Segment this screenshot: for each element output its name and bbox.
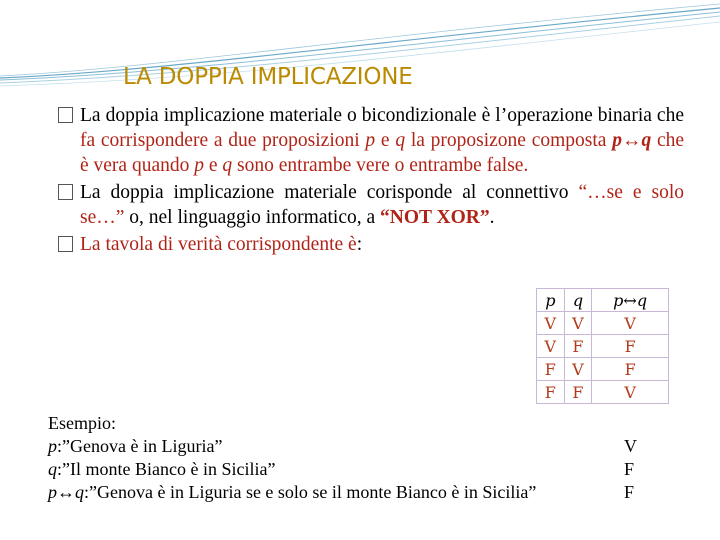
table-cell: F [537, 381, 565, 404]
table-cell: V [592, 312, 669, 335]
header-p: p [537, 289, 565, 312]
bullet-icon [58, 236, 73, 252]
truth-table-header [537, 289, 669, 312]
bullet-icon [58, 184, 73, 200]
table-cell: F [592, 358, 669, 381]
example-line-p: p:”Genova è in Liguria” V [48, 436, 637, 456]
bullet-icon [58, 107, 73, 123]
table-row [537, 335, 669, 358]
table-cell: F [592, 335, 669, 358]
header-p-iff-q: p↔q [592, 289, 669, 312]
table-row [537, 312, 669, 335]
header-q: q [564, 289, 592, 312]
table-cell: V [537, 335, 565, 358]
paragraph-connective: La doppia implicazione materiale corisponde al connettivo “…se e solo se…” o, nel linguaggio informatico, a “NOT XOR”. [58, 180, 684, 230]
example-value: V [624, 436, 637, 456]
example-heading: Esempio: [48, 413, 116, 433]
table-cell: F [537, 358, 565, 381]
example-line-p-iff-q: p↔q:”Genova è in Liguria se e solo se il monte Bianco è in Sicilia” F [48, 482, 635, 502]
table-cell: F [564, 381, 592, 404]
table-cell: F [564, 335, 592, 358]
table-cell: V [564, 312, 592, 335]
example-value: F [624, 482, 635, 502]
example-line-q: q:”Il monte Bianco è in Sicilia” F [48, 459, 635, 479]
table-cell: V [537, 312, 565, 335]
table-row [537, 381, 669, 404]
example-block [48, 412, 648, 504]
truth-table [536, 288, 669, 404]
example-value: F [624, 459, 635, 479]
slide-title: LA DOPPIA IMPLICAZIONE [123, 64, 413, 90]
table-cell: V [564, 358, 592, 381]
paragraph-truth-table-intro: La tavola di verità corrispondente è: [58, 232, 684, 257]
slide-body [58, 103, 684, 259]
table-row [537, 358, 669, 381]
table-cell: V [592, 381, 669, 404]
paragraph-definition: La doppia implicazione materiale o bicondizionale è l’operazione binaria che fa corrispondere a due proposizioni p e q la proposizone composta p↔q che è vera quando p e q sono entrambe vere o entrambe false. [58, 103, 684, 178]
